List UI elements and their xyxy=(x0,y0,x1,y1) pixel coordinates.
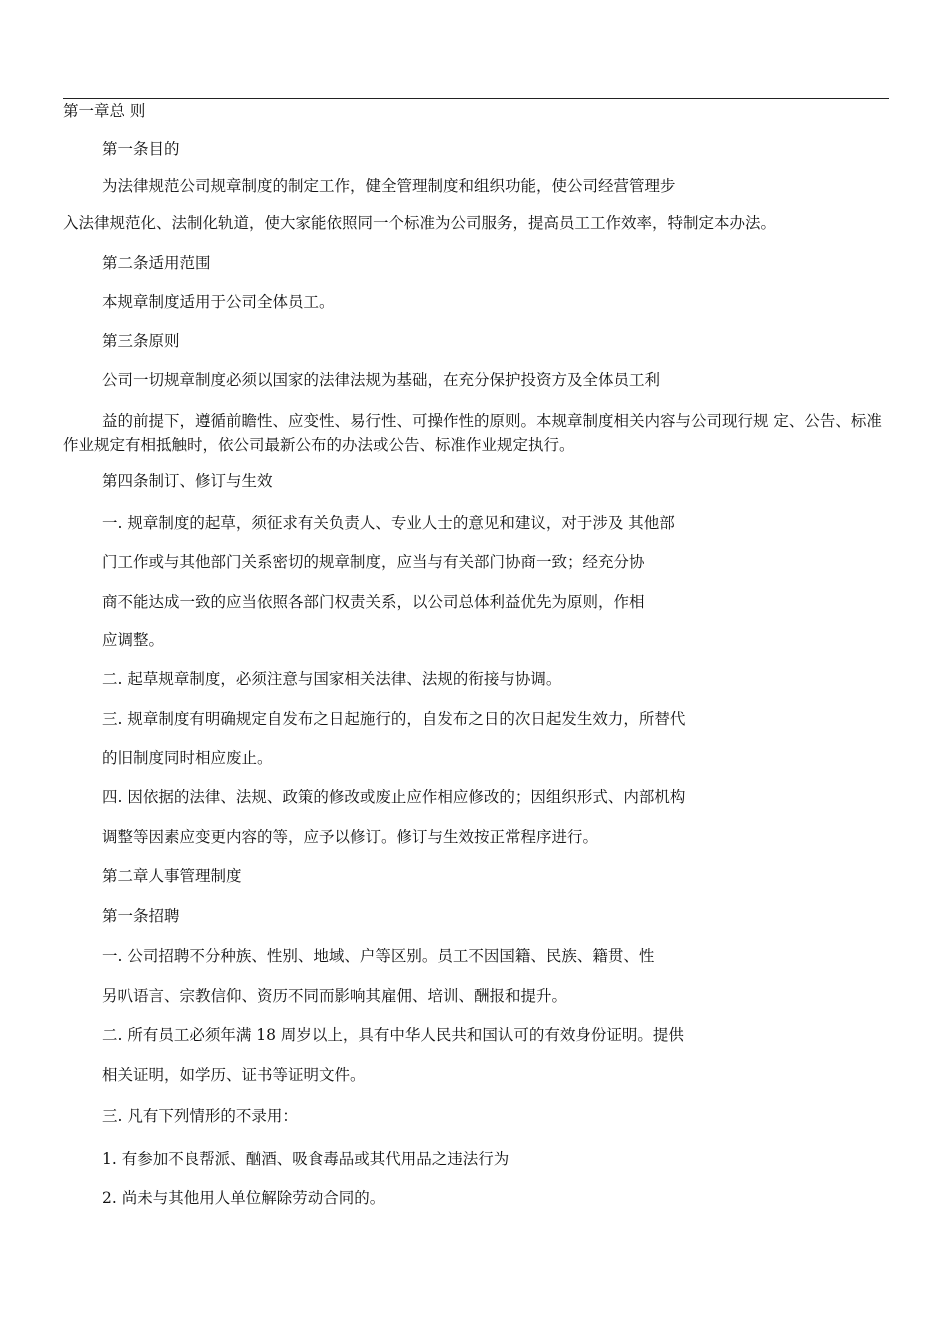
article-4-item-line: 一. 规章制度的起草，须征求有关负责人、专业人士的意见和建议，对于涉及 其他部 xyxy=(102,514,675,532)
article-4-item-line: 三. 规章制度有明确规定自发布之日起施行的，自发布之日的次日起发生效力，所替代 xyxy=(102,710,686,728)
article-1-text-line: 为法律规范公司规章制度的制定工作，健全管理制度和组织功能，使公司经营管理步 xyxy=(102,177,676,195)
recruitment-item-line: 一. 公司招聘不分种族、性别、地域、户等区别。员工不因国籍、民族、籍贯、性 xyxy=(102,947,655,965)
article-4-item-line: 的旧制度同时相应废止。 xyxy=(102,749,273,767)
article-4-item-line: 商不能达成一致的应当依照各部门权责关系，以公司总体利益优先为原则，作相 xyxy=(102,593,645,611)
article-4-item-line: 四. 因依据的法律、法规、政策的修改或废止应作相应修改的；因组织形式、内部机构 xyxy=(102,788,686,806)
recruitment-item-line: 相关证明，如学历、证书等证明文件。 xyxy=(102,1066,366,1084)
article-4-item-line: 门工作或与其他部门关系密切的规章制度，应当与有关部门协商一致；经充分协 xyxy=(102,553,645,571)
article-2-title: 第二条适用范围 xyxy=(102,254,211,272)
chapter-1-title: 第一章总 则 xyxy=(63,102,146,120)
article-3-text-line: 公司一切规章制度必须以国家的法律法规为基础，在充分保护投资方及全体员工利 xyxy=(102,371,661,389)
article-1-title: 第一条目的 xyxy=(102,140,180,158)
article-4-item-line: 应调整。 xyxy=(102,631,165,649)
recruitment-item-line: 另叭语言、宗教信仰、资历不同而影响其雇佣、培训、酬报和提升。 xyxy=(102,987,568,1005)
header-rule xyxy=(63,98,889,99)
article-3-paragraph: 益的前提下，遵循前瞻性、应变性、易行性、可操作性的原则。本规章制度相关内容与公司现行规 定、公告、标准作业规定有相抵触时，依公司最新公布的办法或公告、标准作业规定执行。 xyxy=(63,412,882,454)
article-3-title: 第三条原则 xyxy=(102,332,180,350)
article-4-title: 第四条制订、修订与生效 xyxy=(102,472,273,490)
article-4-item: 二. 起草规章制度，必须注意与国家相关法律、法规的衔接与协调。 xyxy=(102,670,562,688)
article-2-text: 本规章制度适用于公司全体员工。 xyxy=(102,293,335,311)
article-4-item-line: 调整等因素应变更内容的等，应予以修订。修订与生效按正常程序进行。 xyxy=(102,828,599,846)
chapter-2-article-1-title: 第一条招聘 xyxy=(102,907,180,925)
chapter-2-title: 第二章人事管理制度 xyxy=(102,867,242,885)
exclusion-subitem: 2. 尚未与其他用人单位解除劳动合同的。 xyxy=(102,1189,386,1207)
recruitment-item-line: 二. 所有员工必须年满 18 周岁以上，具有中华人民共和国认可的有效身份证明。提供 xyxy=(102,1026,684,1044)
exclusion-subitem: 1. 有参加不良帮派、酗酒、吸食毒品或其代用品之违法行为 xyxy=(102,1150,510,1168)
recruitment-item: 三. 凡有下列情形的不录用： xyxy=(102,1107,298,1125)
article-1-text-line: 入法律规范化、法制化轨道，使大家能依照同一个标准为公司服务，提高员工工作效率，特制定本办法。 xyxy=(63,214,777,232)
